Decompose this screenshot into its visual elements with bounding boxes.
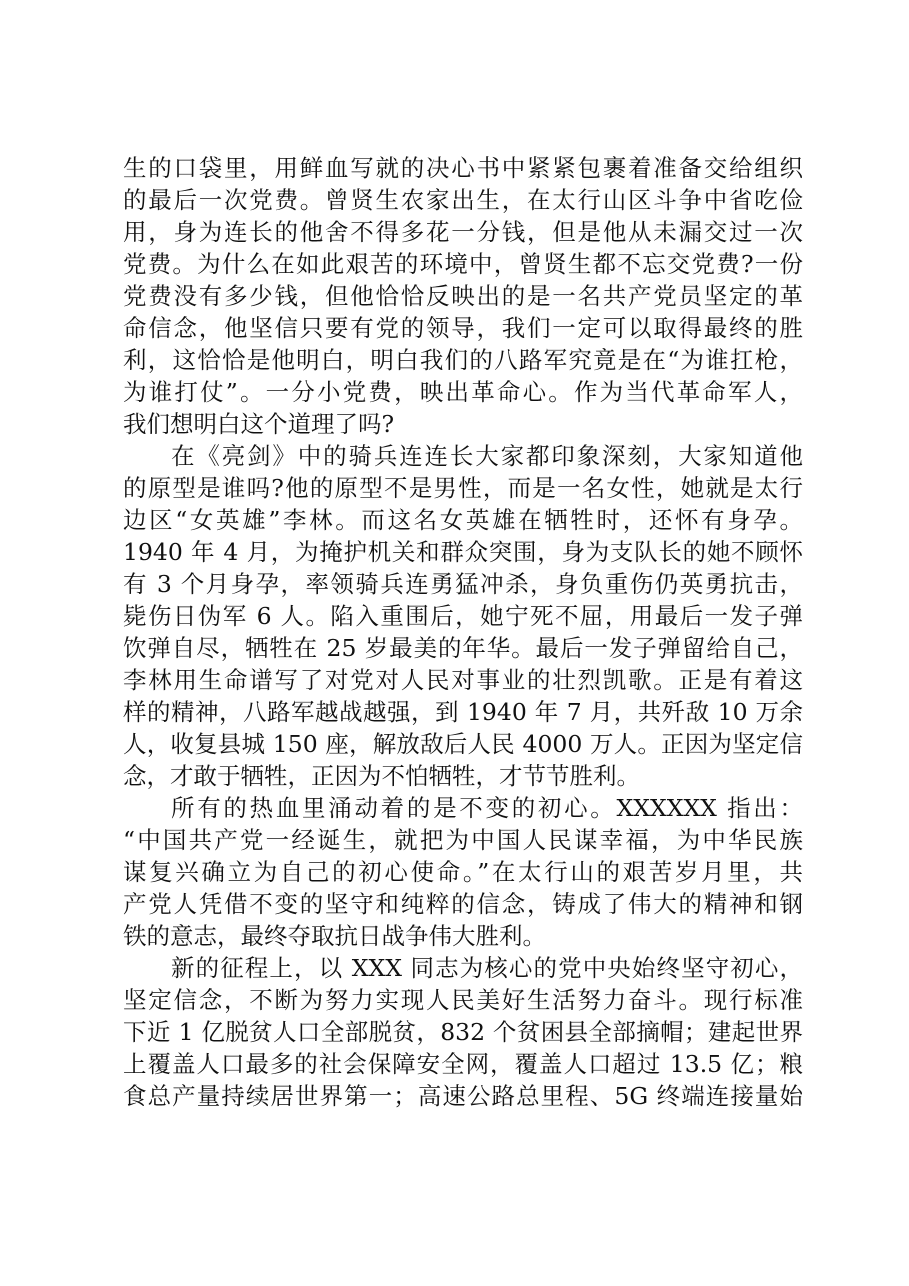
text-line: 命信念，他坚信只要有党的领导，我们一定可以取得最终的胜: [123, 314, 803, 342]
text-line: 利，这恰恰是他明白，明白我们的八路军究竟是在“为谁扛枪，: [123, 346, 803, 374]
text-line: 的最后一次党费。曾贤生农家出生，在太行山区斗争中省吃俭: [123, 186, 803, 214]
paragraph: [123, 952, 803, 1112]
text-line: 用，身为连长的他舍不得多花一分钱，但是他从未漏交过一次: [123, 218, 803, 246]
text-line: 所有的热血里涌动着的是不变的初心。XXXXXX 指出：: [171, 794, 803, 822]
text-line: 党费。为什么在如此艰苦的环境中，曾贤生都不忘交党费?一份: [123, 250, 803, 278]
text-line: 有 3 个月身孕，率领骑兵连勇猛冲杀，身负重伤仍英勇抗击，: [123, 570, 803, 598]
paragraph: [123, 792, 803, 952]
paragraph: [123, 440, 803, 792]
text-line: 新的征程上，以 XXX 同志为核心的党中央始终坚守初心，: [171, 954, 803, 982]
text-line: 为谁打仗”。一分小党费，映出革命心。作为当代革命军人，: [123, 378, 803, 406]
text-line: 党费没有多少钱，但他恰恰反映出的是一名共产党员坚定的革: [123, 282, 803, 310]
text-line: 谋复兴确立为自己的初心使命。”在太行山的艰苦岁月里，共: [123, 858, 803, 886]
text-line: 毙伤日伪军 6 人。陷入重围后，她宁死不屈，用最后一发子弹: [123, 602, 803, 630]
body-text: [123, 152, 803, 1112]
text-line: 念，才敢于牺牲，正因为不怕牺牲，才节节胜利。: [123, 762, 640, 790]
text-line: 我们想明白这个道理了吗?: [123, 410, 395, 438]
text-line: 铁的意志，最终夺取抗日战争伟大胜利。: [123, 922, 546, 950]
text-line: 下近 1 亿脱贫人口全部脱贫，832 个贫困县全部摘帽；建起世界: [123, 1018, 803, 1046]
paragraph: [123, 152, 803, 440]
text-line: 坚定信念，不断为努力实现人民美好生活努力奋斗。现行标准: [123, 986, 803, 1014]
text-line: 上覆盖人口最多的社会保障安全网，覆盖人口超过 13.5 亿；粮: [123, 1050, 803, 1078]
text-line: 食总产量持续居世界第一；高速公路总里程、5G 终端连接量始: [123, 1082, 803, 1110]
text-line: 在《亮剑》中的骑兵连连长大家都印象深刻，大家知道他: [171, 442, 803, 470]
text-line: 产党人凭借不变的坚守和纯粹的信念，铸成了伟大的精神和钢: [123, 890, 803, 918]
text-line: 人，收复县城 150 座，解放敌后人民 4000 万人。正因为坚定信: [123, 730, 803, 758]
text-line: “中国共产党一经诞生，就把为中国人民谋幸福，为中华民族: [123, 826, 803, 854]
text-line: 的原型是谁吗?他的原型不是男性，而是一名女性，她就是太行: [123, 474, 803, 502]
text-line: 1940 年 4 月，为掩护机关和群众突围，身为支队长的她不顾怀: [123, 538, 803, 566]
text-line: 样的精神，八路军越战越强，到 1940 年 7 月，共歼敌 10 万余: [123, 698, 803, 726]
text-line: 边区“女英雄”李林。而这名女英雄在牺牲时，还怀有身孕。: [123, 506, 803, 534]
text-line: 饮弹自尽，牺牲在 25 岁最美的年华。最后一发子弹留给自己，: [123, 634, 803, 662]
text-line: 生的口袋里，用鲜血写就的决心书中紧紧包裹着准备交给组织: [123, 154, 803, 182]
text-line: 李林用生命谱写了对党对人民对事业的壮烈凯歌。正是有着这: [123, 666, 803, 694]
